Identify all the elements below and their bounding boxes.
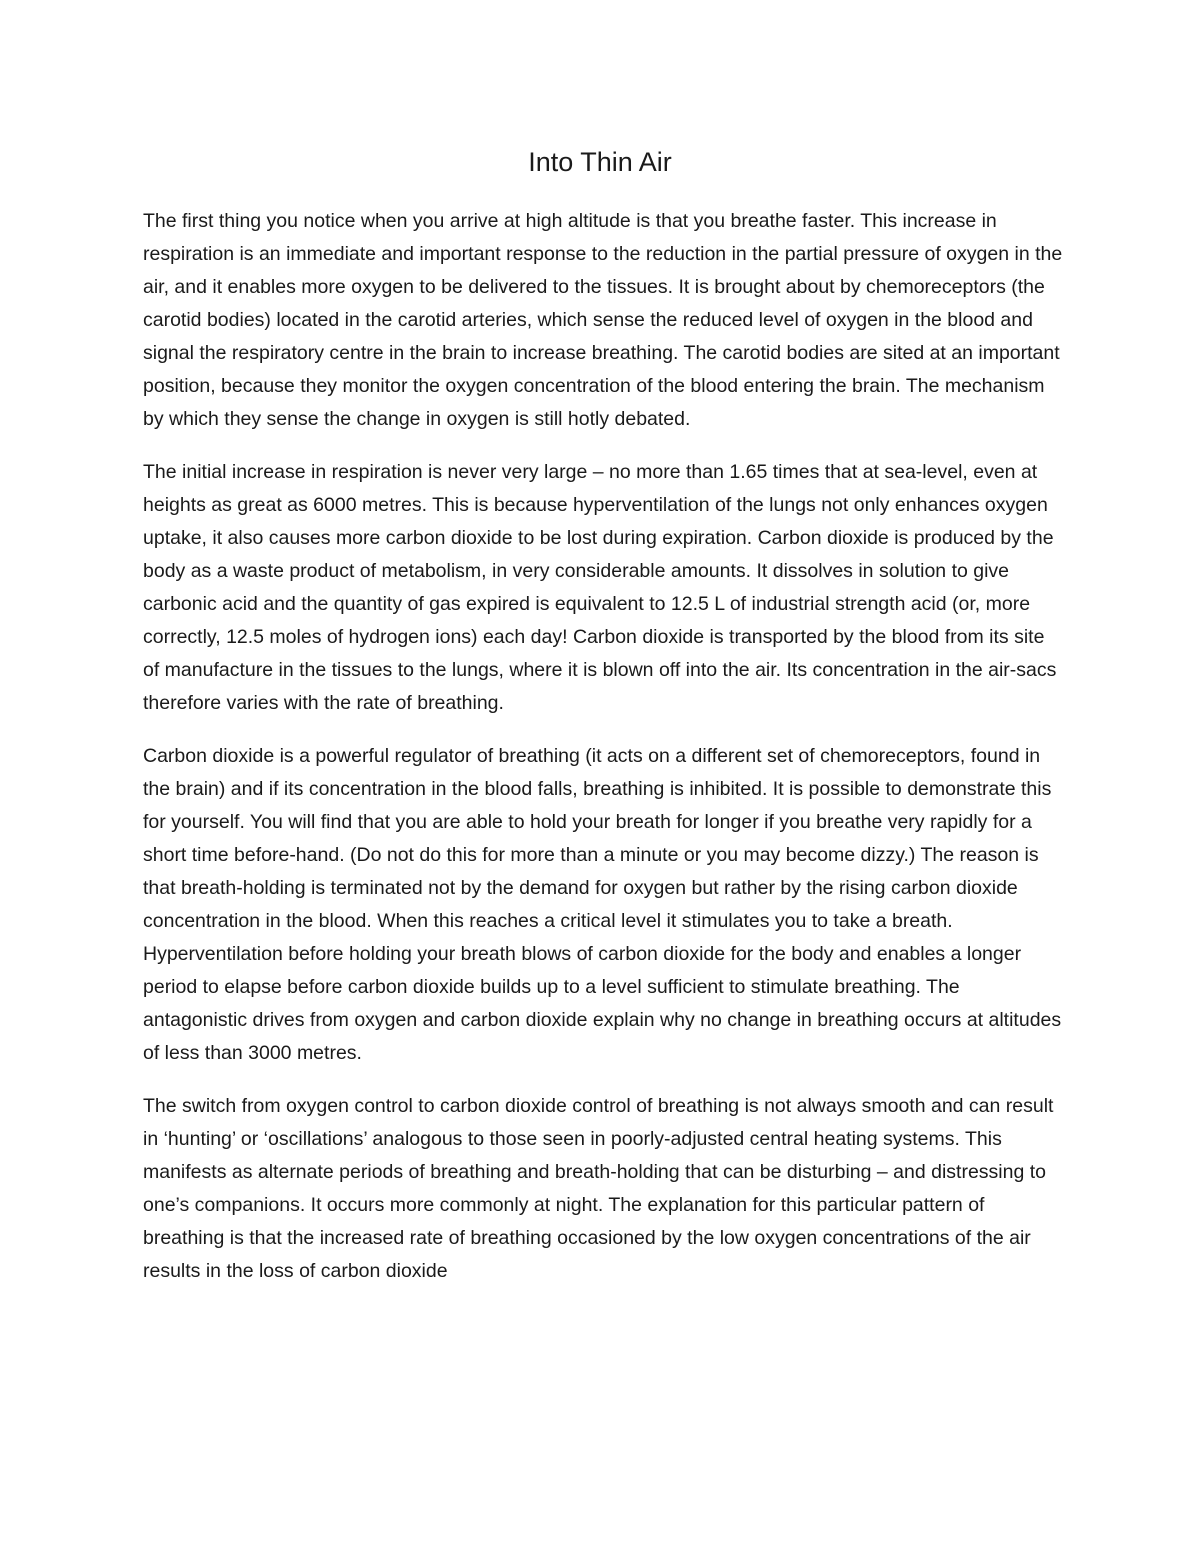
- paragraph-1: The first thing you notice when you arrive at high altitude is that you breathe faster. This increase in respiration is an immediate and important response to the reduction in the partial pressure of oxygen in the air, and it enables more oxygen to be delivered to the tissues. It is brought about by chemoreceptors (the carotid bodies) located in the carotid arteries, which sense the reduced level of oxygen in the blood and signal the respiratory centre in the brain to increase breathing. The carotid bodies are sited at an important position, because they monitor the oxygen concentration of the blood entering the brain. The mechanism by which they sense the change in oxygen is still hotly debated.: [143, 210, 1063, 430]
- document-body: [143, 205, 1063, 1308]
- document-title: Into Thin Air: [528, 147, 672, 177]
- paragraph-4: The switch from oxygen control to carbon dioxide control of breathing is not always smooth and can result in ‘hunting’ or ‘oscillations’ analogous to those seen in poorly-adjusted central heating systems. This manifests as alternate periods of breathing and breath-holding that can be disturbing – and distressing to one’s companions. It occurs more commonly at night. The explanation for this particular pattern of breathing is that the increased rate of breathing occasioned by the low oxygen concentrations of the air results in the loss of carbon dioxide: [143, 1095, 1054, 1282]
- paragraph-3: Carbon dioxide is a powerful regulator of breathing (it acts on a different set of chemoreceptors, found in the brain) and if its concentration in the blood falls, breathing is inhibited. It is possible to demonstrate this for yourself. You will find that you are able to hold your breath for longer if you breathe very rapidly for a short time before-hand. (Do not do this for more than a minute or you may become dizzy.) The reason is that breath-holding is terminated not by the demand for oxygen but rather by the rising carbon dioxide concentration in the blood. When this reaches a critical level it stimulates you to take a breath. Hyperventilation before holding your breath blows of carbon dioxide for the body and enables a longer period to elapse before carbon dioxide builds up to a level sufficient to stimulate breathing. The antagonistic drives from oxygen and carbon dioxide explain why no change in breathing occurs at altitudes of less than 3000 metres.: [143, 745, 1062, 1064]
- paragraph-2: The initial increase in respiration is never very large – no more than 1.65 times that at sea-level, even at heights as great as 6000 metres. This is because hyperventilation of the lungs not only enhances oxygen uptake, it also causes more carbon dioxide to be lost during expiration. Carbon dioxide is produced by the body as a waste product of metabolism, in very considerable amounts. It dissolves in solution to give carbonic acid and the quantity of gas expired is equivalent to 12.5 L of industrial strength acid (or, more correctly, 12.5 moles of hydrogen ions) each day! Carbon dioxide is transported by the blood from its site of manufacture in the tissues to the lungs, where it is blown off into the air. Its concentration in the air-sacs therefore varies with the rate of breathing.: [143, 461, 1057, 714]
